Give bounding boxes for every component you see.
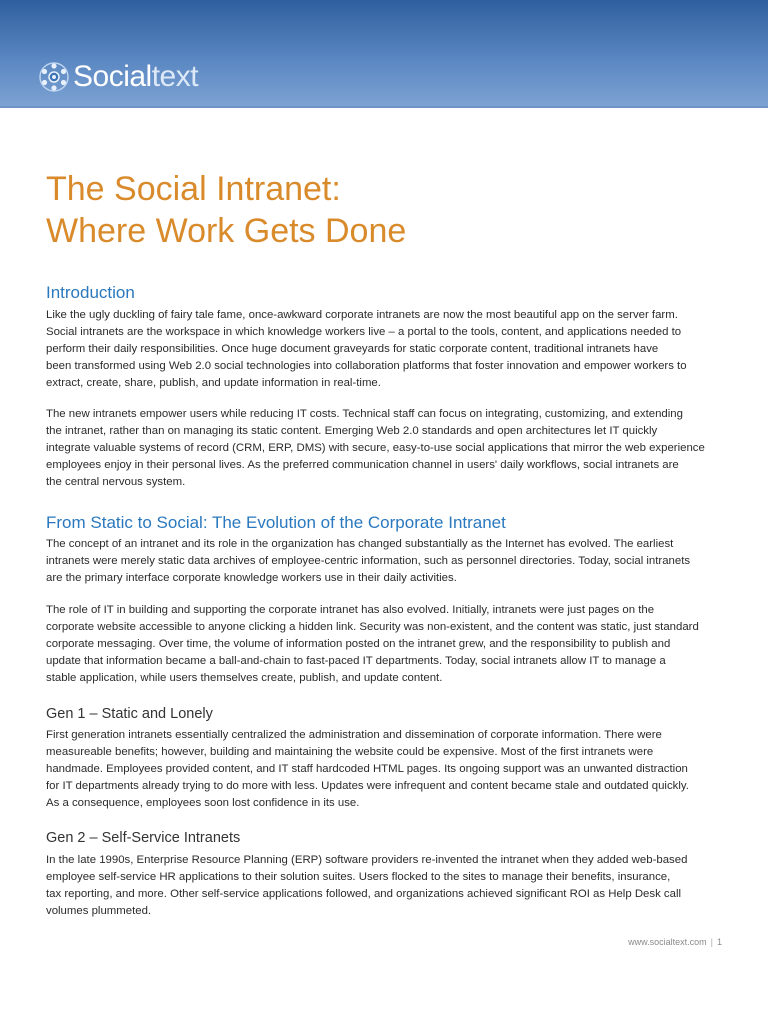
text-line: employees enjoy in their personal lives. As the preferred communication channel in users' daily workflows, social intranets are [46, 459, 679, 471]
page-footer [628, 937, 722, 947]
text-line: the intranet, rather than on managing its static content. Emerging Web 2.0 standards and open architectures let IT quickly [46, 425, 658, 437]
header-band [0, 0, 768, 108]
gen1-paragraph [46, 727, 726, 812]
text-line: volumes plummeted. [46, 905, 152, 917]
title-line-2: Where Work Gets Done [46, 212, 407, 250]
page-number: 1 [716, 937, 722, 947]
text-line: Like the ugly duckling of fairy tale fame, once-awkward corporate intranets are now the most beautiful app on the server farm. [46, 309, 678, 321]
title-line-1: The Social Intranet: [46, 170, 341, 208]
text-line: corporate website accessible to anyone clicking a hidden link. Security was non-existent, and the content was static, just standard [46, 621, 699, 633]
evolution-paragraph-2 [46, 602, 726, 687]
text-line: for IT departments already trying to do more with less. Updates were infrequent and content became stale and outdated quickly. [46, 780, 689, 792]
gen2-paragraph [46, 852, 726, 920]
brand-name-text: text [151, 60, 199, 93]
text-line: The new intranets empower users while reducing IT costs. Technical staff can focus on integrating, customizing, and extending [46, 408, 683, 420]
text-line: employee self-service HR applications to their solution suites. Users flocked to the sites to manage their benefits, insurance, [46, 871, 671, 883]
text-line: perform their daily responsibilities. Once huge document graveyards for static corporate content, traditional intranets have [46, 343, 659, 355]
text-line: The role of IT in building and supporting the corporate intranet has also evolved. Initially, intranets were just pages on the [46, 604, 655, 616]
text-line: First generation intranets essentially centralized the administration and dissemination of corporate information. There were [46, 729, 662, 741]
text-line: corporate messaging. Over time, the volume of information posted on the intranet grew, and the responsibility to publish and [46, 638, 671, 650]
brand-name [73, 60, 198, 94]
text-line: stable application, while users themselves create, publish, and update content. [46, 672, 443, 684]
text-line: intranets were merely static data archives of employee-centric information, such as personnel directories. Today, social intranets [46, 555, 691, 567]
text-line: handmade. Employees provided content, and IT staff hardcoded HTML pages. Its ongoing support was an unwanted distraction [46, 763, 688, 775]
text-line: The concept of an intranet and its role in the organization has changed substantially as the Internet has evolved. The earliest [46, 538, 674, 550]
footer-url-link[interactable]: www.socialtext.com [628, 937, 707, 947]
footer-separator: | [710, 937, 713, 947]
subheading-gen-2: Gen 2 – Self-Service Intranets [46, 830, 241, 846]
text-line: integrate valuable systems of record (CRM, ERP, DMS) with secure, easy-to-use social applications that mirror the web experience [46, 442, 705, 454]
text-line: measureable benefits; however, building and maintaining the website could be expensive. Most of the first intranets were [46, 746, 654, 758]
text-line: are the primary interface corporate knowledge workers use in their daily activities. [46, 572, 457, 584]
text-line: extract, create, share, publish, and update information in real-time. [46, 377, 381, 389]
intro-paragraph-1 [46, 307, 726, 392]
subheading-gen-1: Gen 1 – Static and Lonely [46, 706, 213, 722]
text-line: the central nervous system. [46, 476, 186, 488]
text-line: tax reporting, and more. Other self-service applications followed, and organizations achieved significant ROI as Help Desk call [46, 888, 682, 900]
socialtext-logo-icon [38, 61, 70, 93]
evolution-paragraph-1 [46, 536, 726, 587]
section-heading-evolution: From Static to Social: The Evolution of the Corporate Intranet [46, 513, 506, 532]
text-line: In the late 1990s, Enterprise Resource Planning (ERP) software providers re-invented the intranet when they added web-based [46, 854, 688, 866]
text-line: been transformed using Web 2.0 social technologies into collaboration platforms that foster innovation and empower workers to [46, 360, 687, 372]
text-line: Social intranets are the workspace in which knowledge workers live – a portal to the tools, content, and applications needed to [46, 326, 682, 338]
socialtext-logo[interactable] [38, 60, 198, 94]
brand-name-social: Social [73, 60, 152, 93]
intro-paragraph-2 [46, 406, 726, 491]
document-title [46, 168, 406, 252]
section-heading-introduction: Introduction [46, 283, 135, 302]
text-line: As a consequence, employees soon lost confidence in its use. [46, 797, 360, 809]
text-line: update that information became a ball-and-chain to fast-paced IT departments. Today, social intranets allow IT to manage a [46, 655, 666, 667]
